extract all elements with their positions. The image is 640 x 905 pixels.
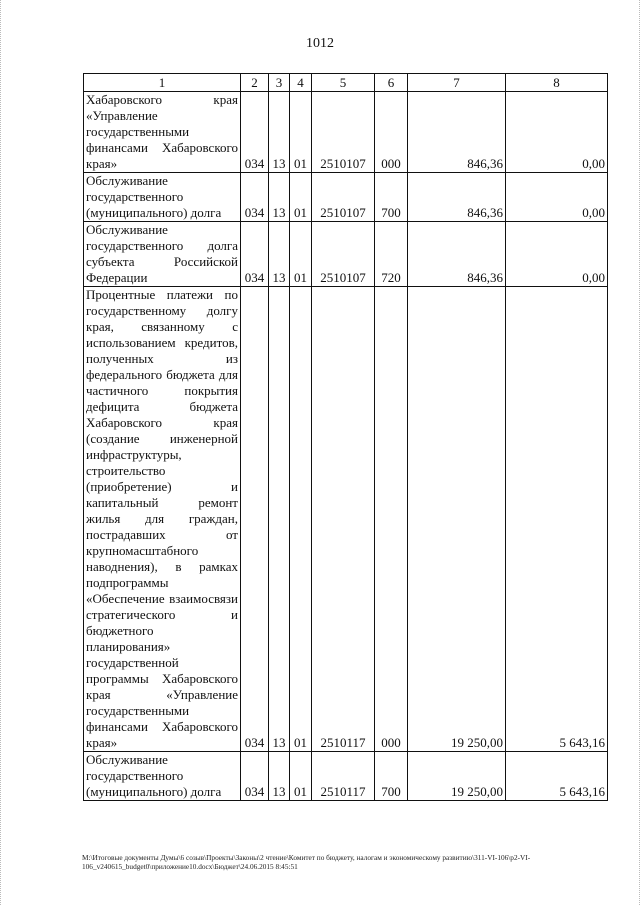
row-section-code: 13 [269, 752, 290, 801]
document-footer-path: M:\Итоговые документы Думы\6 созыв\Проекты\Законы\2 чтение\Комитет по бюджету, налогам и экономическому развитию\311-VI-106\p2-VI-106_v240615_budget0\приложение10.docx\Бюджет\24.06.2015 8:45:51 [82, 853, 531, 871]
row-section-code: 13 [269, 287, 290, 752]
row-amount-2: 5 643,16 [506, 287, 608, 752]
row-target-code: 2510107 [312, 222, 375, 287]
table-row [84, 173, 608, 222]
table-header-row [84, 74, 608, 92]
row-description: Хабаровского края «Управление государственными финансами Хабаровского края» [84, 92, 241, 173]
row-target-code: 2510107 [312, 92, 375, 173]
header-col-5: 5 [312, 74, 375, 92]
header-col-4: 4 [290, 74, 312, 92]
row-target-code: 2510117 [312, 287, 375, 752]
row-target-code: 2510117 [312, 752, 375, 801]
row-expense-type-code: 000 [375, 92, 408, 173]
row-section-code: 13 [269, 222, 290, 287]
row-amount-2: 5 643,16 [506, 752, 608, 801]
row-amount-1: 846,36 [408, 173, 506, 222]
row-description: Обслуживание государственного (муниципального) долга [84, 752, 241, 801]
row-subsection-code: 01 [290, 92, 312, 173]
row-target-code: 2510107 [312, 173, 375, 222]
row-amount-1: 846,36 [408, 222, 506, 287]
row-amount-1: 846,36 [408, 92, 506, 173]
row-section-code: 13 [269, 173, 290, 222]
header-col-1: 1 [84, 74, 241, 92]
row-ministry-code: 034 [241, 92, 269, 173]
row-ministry-code: 034 [241, 752, 269, 801]
header-col-8: 8 [506, 74, 608, 92]
row-subsection-code: 01 [290, 222, 312, 287]
header-col-2: 2 [241, 74, 269, 92]
table-row [84, 287, 608, 752]
row-amount-2: 0,00 [506, 222, 608, 287]
row-expense-type-code: 700 [375, 752, 408, 801]
row-expense-type-code: 720 [375, 222, 408, 287]
row-amount-2: 0,00 [506, 92, 608, 173]
row-ministry-code: 034 [241, 287, 269, 752]
header-col-3: 3 [269, 74, 290, 92]
header-col-6: 6 [375, 74, 408, 92]
row-amount-1: 19 250,00 [408, 752, 506, 801]
row-subsection-code: 01 [290, 287, 312, 752]
header-col-7: 7 [408, 74, 506, 92]
row-subsection-code: 01 [290, 752, 312, 801]
page-edge-left [0, 0, 3, 905]
row-description: Обслуживание государственного долга субъекта Российской Федерации [84, 222, 241, 287]
row-amount-1: 19 250,00 [408, 287, 506, 752]
page-number: 1012 [306, 36, 334, 51]
row-description: Обслуживание государственного (муниципального) долга [84, 173, 241, 222]
row-expense-type-code: 000 [375, 287, 408, 752]
row-subsection-code: 01 [290, 173, 312, 222]
row-amount-2: 0,00 [506, 173, 608, 222]
budget-table [83, 73, 608, 801]
table-row [84, 752, 608, 801]
row-ministry-code: 034 [241, 173, 269, 222]
row-section-code: 13 [269, 92, 290, 173]
table-row [84, 222, 608, 287]
row-ministry-code: 034 [241, 222, 269, 287]
row-expense-type-code: 700 [375, 173, 408, 222]
row-description: Процентные платежи по государственному долгу края, связанному с использованием кредитов, полученных из федерального бюджета для частичного покрытия дефицита бюджета Хабаровского края (создание инженерной инфраструктуры, строительство (приобретение) и капитальный ремонт жилья для граждан, пострадавших от крупномасштабного наводнения), в рамках подпрограммы «Обеспечение взаимосвязи стратегического и бюджетного планирования» государственной программы Хабаровского края «Управление государственными финансами Хабаровского края» [84, 287, 241, 752]
table-row [84, 92, 608, 173]
